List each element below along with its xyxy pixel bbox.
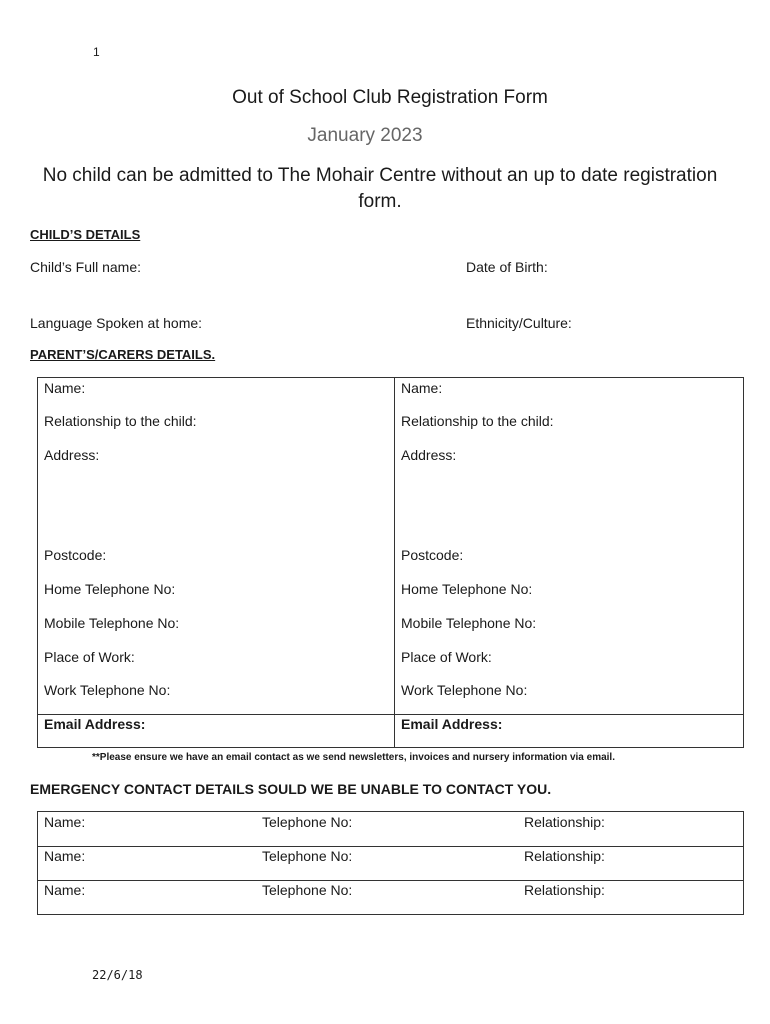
parent-2-home-telephone-field[interactable]: Home Telephone No: [401, 581, 533, 597]
parent-1-mobile-telephone-field[interactable]: Mobile Telephone No: [44, 615, 180, 631]
table-row-divider [38, 714, 743, 715]
page-number: 1 [93, 45, 100, 59]
child-full-name-label: Child’s Full name: [30, 259, 142, 275]
footer-date: 22/6/18 [92, 968, 143, 982]
emergency-relationship-field[interactable]: Relationship: [524, 848, 605, 864]
parent-1-name-field[interactable]: Name: [44, 380, 86, 396]
parent-2-email-field[interactable]: Email Address: [401, 716, 503, 732]
emergency-name-field[interactable]: Name: [44, 814, 86, 830]
email-footnote: **Please ensure we have an email contact as we send newsletters, invoices and nursery information via email. [92, 752, 615, 763]
parent-2-place-of-work-field[interactable]: Place of Work: [401, 649, 492, 665]
parent-2-mobile-telephone-field[interactable]: Mobile Telephone No: [401, 615, 537, 631]
emergency-telephone-field[interactable]: Telephone No: [262, 814, 353, 830]
childs-details-heading: CHILD’S DETAILS [30, 227, 141, 242]
parent-1-postcode-field[interactable]: Postcode: [44, 547, 107, 563]
form-title: Out of School Club Registration Form [232, 87, 548, 108]
parent-2-name-field[interactable]: Name: [401, 380, 443, 396]
emergency-contact-table [37, 811, 744, 915]
parent-1-relationship-field[interactable]: Relationship to the child: [44, 413, 197, 429]
parent-2-relationship-field[interactable]: Relationship to the child: [401, 413, 554, 429]
form-date: January 2023 [307, 125, 423, 146]
parents-details-table [37, 377, 744, 748]
emergency-telephone-field[interactable]: Telephone No: [262, 882, 353, 898]
parent-1-place-of-work-field[interactable]: Place of Work: [44, 649, 135, 665]
emergency-relationship-field[interactable]: Relationship: [524, 882, 605, 898]
parents-details-heading: PARENT’S/CARERS DETAILS. [30, 347, 216, 362]
admission-notice: No child can be admitted to The Mohair Centre without an up to date registration form. [42, 165, 718, 212]
ethnicity-label: Ethnicity/Culture: [466, 315, 572, 331]
emergency-contact-row [38, 846, 743, 881]
parent-1-home-telephone-field[interactable]: Home Telephone No: [44, 581, 176, 597]
emergency-telephone-field[interactable]: Telephone No: [262, 848, 353, 864]
emergency-name-field[interactable]: Name: [44, 848, 86, 864]
parent-1-address-field[interactable]: Address: [44, 447, 100, 463]
parent-2-work-telephone-field[interactable]: Work Telephone No: [401, 682, 528, 698]
parent-1-email-field[interactable]: Email Address: [44, 716, 146, 732]
emergency-contact-row [38, 812, 743, 847]
emergency-relationship-field[interactable]: Relationship: [524, 814, 605, 830]
date-of-birth-label: Date of Birth: [466, 259, 548, 275]
parent-1-work-telephone-field[interactable]: Work Telephone No: [44, 682, 171, 698]
language-label: Language Spoken at home: [30, 315, 203, 331]
emergency-contact-row [38, 880, 743, 914]
emergency-contact-heading: EMERGENCY CONTACT DETAILS SOULD WE BE UNABLE TO CONTACT YOU. [30, 781, 552, 797]
emergency-name-field[interactable]: Name: [44, 882, 86, 898]
parent-2-postcode-field[interactable]: Postcode: [401, 547, 464, 563]
parent-2-address-field[interactable]: Address: [401, 447, 457, 463]
table-column-divider [394, 378, 395, 747]
